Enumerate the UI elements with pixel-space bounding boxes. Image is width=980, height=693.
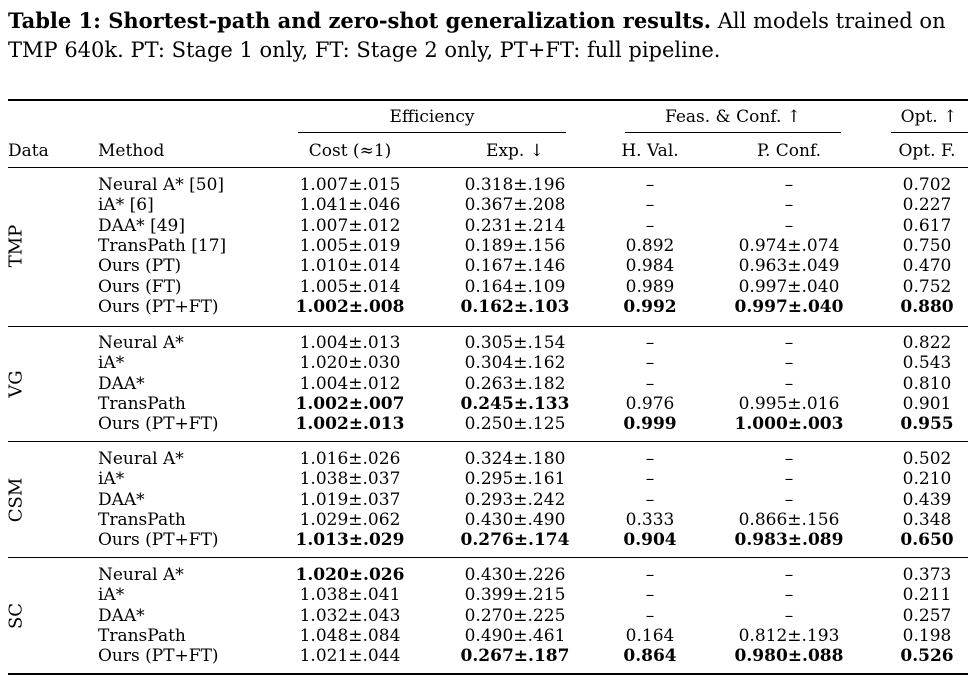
cell-exp: 0.367±.208 [464,195,566,216]
cell-method: Neural A* [98,333,184,353]
cell-pconf: – [784,175,794,195]
cell-hval: – [645,565,655,585]
cell-cost: 1.007±.015 [299,175,401,195]
cell-pconf: – [784,333,794,353]
cell-cost: 1.004±.013 [299,333,401,353]
cell-cost: 1.020±.026 [295,565,405,585]
cell-cost: 1.038±.037 [299,469,401,490]
cell-hval: 0.904 [623,530,677,551]
cell-optf: 0.880 [900,296,954,317]
cell-cost: 1.048±.084 [299,625,401,646]
header-hval: H. Val. [621,141,679,161]
group-separator-rule [8,441,968,442]
cell-method: Neural A* [98,449,184,469]
cell-exp: 0.293±.242 [464,489,566,510]
cell-exp: 0.324±.180 [464,449,566,469]
header-data: Data [8,141,49,161]
cell-optf: 0.901 [902,393,952,414]
cell-exp: 0.162±.103 [460,296,570,317]
header-pconf: P. Conf. [756,141,822,161]
cell-exp: 0.305±.154 [464,333,566,353]
cell-method: Ours (FT) [98,276,182,297]
header-opt: Opt. ↑ [900,107,958,127]
cell-exp: 0.231±.214 [464,215,566,236]
cell-cost: 1.002±.007 [295,393,405,414]
cell-optf: 0.752 [902,276,952,297]
header-method: Method [98,141,165,161]
cell-optf: 0.702 [902,175,952,195]
feas-conf-underline [625,132,841,133]
cell-exp: 0.430±.490 [464,509,566,530]
group-separator-rule [8,326,968,327]
cell-exp: 0.189±.156 [464,235,566,256]
group-separator-rule [8,557,968,558]
top-rule [8,99,968,101]
cell-exp: 0.267±.187 [460,646,570,667]
cell-hval: – [645,469,655,490]
cell-pconf: 0.983±.089 [734,530,844,551]
cell-optf: 0.526 [900,646,954,667]
cell-pconf: – [784,565,794,585]
cell-exp: 0.164±.109 [464,276,566,297]
cell-exp: 0.245±.133 [460,393,570,414]
cell-cost: 1.029±.062 [299,509,401,530]
cell-pconf: – [784,373,794,394]
cell-method: TransPath [98,509,186,530]
cell-method: Neural A* [98,565,184,585]
cell-exp: 0.430±.226 [464,565,566,585]
cell-exp: 0.295±.161 [464,469,566,490]
cell-exp: 0.399±.215 [464,585,566,606]
cell-optf: 0.543 [902,353,952,374]
cell-method: TransPath [17] [98,235,227,256]
cell-hval: 0.892 [625,235,675,256]
cell-method: DAA* [98,605,145,626]
cell-hval: – [645,195,655,216]
cell-optf: 0.211 [902,585,952,606]
cell-pconf: 0.812±.193 [738,625,840,646]
cell-exp: 0.250±.125 [464,414,566,435]
cell-method: Ours (PT+FT) [98,530,219,551]
cell-hval: 0.989 [625,276,675,297]
cell-hval: – [645,489,655,510]
cell-cost: 1.032±.043 [299,605,401,626]
cell-hval: 0.992 [623,296,677,317]
cell-hval: 0.864 [623,646,677,667]
cell-hval: 0.333 [625,509,675,530]
cell-pconf: 0.997±.040 [738,276,840,297]
cell-pconf: 0.980±.088 [734,646,844,667]
cell-cost: 1.007±.012 [299,215,401,236]
cell-optf: 0.650 [900,530,954,551]
cell-hval: 0.164 [625,625,675,646]
cell-cost: 1.041±.046 [299,195,401,216]
efficiency-underline [298,132,566,133]
header-feas-conf: Feas. & Conf. ↑ [664,107,802,127]
group-label: SC [5,602,27,629]
header-exp: Exp. ↓ [486,141,544,161]
cell-exp: 0.318±.196 [464,175,566,195]
cell-method: TransPath [98,393,186,414]
cell-optf: 0.750 [902,235,952,256]
cell-optf: 0.198 [902,625,952,646]
cell-cost: 1.013±.029 [295,530,405,551]
cell-hval: – [645,373,655,394]
cell-cost: 1.005±.014 [299,276,401,297]
cell-pconf: – [784,353,794,374]
cell-pconf: – [784,215,794,236]
cell-hval: 0.976 [625,393,675,414]
cell-exp: 0.263±.182 [464,373,566,394]
cell-pconf: 0.866±.156 [738,509,840,530]
cell-method: Neural A* [50] [98,175,225,195]
cell-method: iA* [98,585,125,606]
cell-hval: – [645,333,655,353]
cell-pconf: – [784,489,794,510]
cell-optf: 0.439 [902,489,952,510]
cell-pconf: – [784,469,794,490]
caption-text: All models trained on TMP 640k. PT: Stage 1 only, FT: Stage 2 only, PT+FT: full pipeline. [8,9,946,62]
cell-pconf: 0.963±.049 [738,256,840,277]
opt-underline [891,132,968,133]
cell-cost: 1.010±.014 [299,256,401,277]
cell-optf: 0.810 [902,373,952,394]
cell-optf: 0.227 [902,195,952,216]
cell-exp: 0.490±.461 [464,625,566,646]
caption-title: Table 1: Shortest-path and zero-shot generalization results. [8,8,712,33]
header-optf: Opt. F. [898,141,956,161]
cell-hval: – [645,175,655,195]
cell-hval: 0.984 [625,256,675,277]
cell-method: DAA* [98,373,145,394]
cell-cost: 1.016±.026 [299,449,401,469]
cell-cost: 1.021±.044 [299,646,401,667]
cell-cost: 1.020±.030 [299,353,401,374]
cell-method: Ours (PT+FT) [98,296,219,317]
cell-method: Ours (PT) [98,256,182,277]
cell-hval: – [645,585,655,606]
cell-exp: 0.276±.174 [460,530,570,551]
cell-optf: 0.470 [902,256,952,277]
cell-optf: 0.502 [902,449,952,469]
cell-optf: 0.617 [902,215,952,236]
cell-method: DAA* [98,489,145,510]
cell-cost: 1.019±.037 [299,489,401,510]
cell-optf: 0.210 [902,469,952,490]
cell-pconf: 0.997±.040 [734,296,844,317]
cell-method: DAA* [49] [98,215,185,236]
cell-optf: 0.955 [900,414,954,435]
table-caption [8,6,972,65]
cell-pconf: 0.995±.016 [738,393,840,414]
cell-pconf: 0.974±.074 [738,235,840,256]
cell-cost: 1.038±.041 [299,585,401,606]
cell-hval: – [645,353,655,374]
cell-method: iA* [98,469,125,490]
cell-cost: 1.004±.012 [299,373,401,394]
cell-hval: 0.999 [623,414,677,435]
cell-method: Ours (PT+FT) [98,414,219,435]
group-label: CSM [5,477,27,523]
group-label: VG [5,370,27,398]
cell-hval: – [645,449,655,469]
cell-cost: 1.005±.019 [299,235,401,256]
group-label: TMP [5,224,27,268]
cell-cost: 1.002±.013 [295,414,405,435]
cell-pconf: – [784,585,794,606]
header-efficiency: Efficiency [389,107,475,127]
cell-hval: – [645,605,655,626]
header-rule [8,167,968,168]
cell-exp: 0.167±.146 [464,256,566,277]
cell-method: TransPath [98,625,186,646]
bottom-rule [8,673,968,675]
cell-method: Ours (PT+FT) [98,646,219,667]
cell-exp: 0.304±.162 [464,353,566,374]
cell-pconf: – [784,605,794,626]
cell-pconf: 1.000±.003 [734,414,844,435]
cell-optf: 0.822 [902,333,952,353]
cell-exp: 0.270±.225 [464,605,566,626]
cell-method: iA* [6] [98,195,154,216]
cell-pconf: – [784,449,794,469]
cell-cost: 1.002±.008 [295,296,405,317]
cell-optf: 0.373 [902,565,952,585]
cell-hval: – [645,215,655,236]
cell-method: iA* [98,353,125,374]
cell-pconf: – [784,195,794,216]
cell-optf: 0.257 [902,605,952,626]
header-cost: Cost (≈1) [308,141,392,161]
cell-optf: 0.348 [902,509,952,530]
